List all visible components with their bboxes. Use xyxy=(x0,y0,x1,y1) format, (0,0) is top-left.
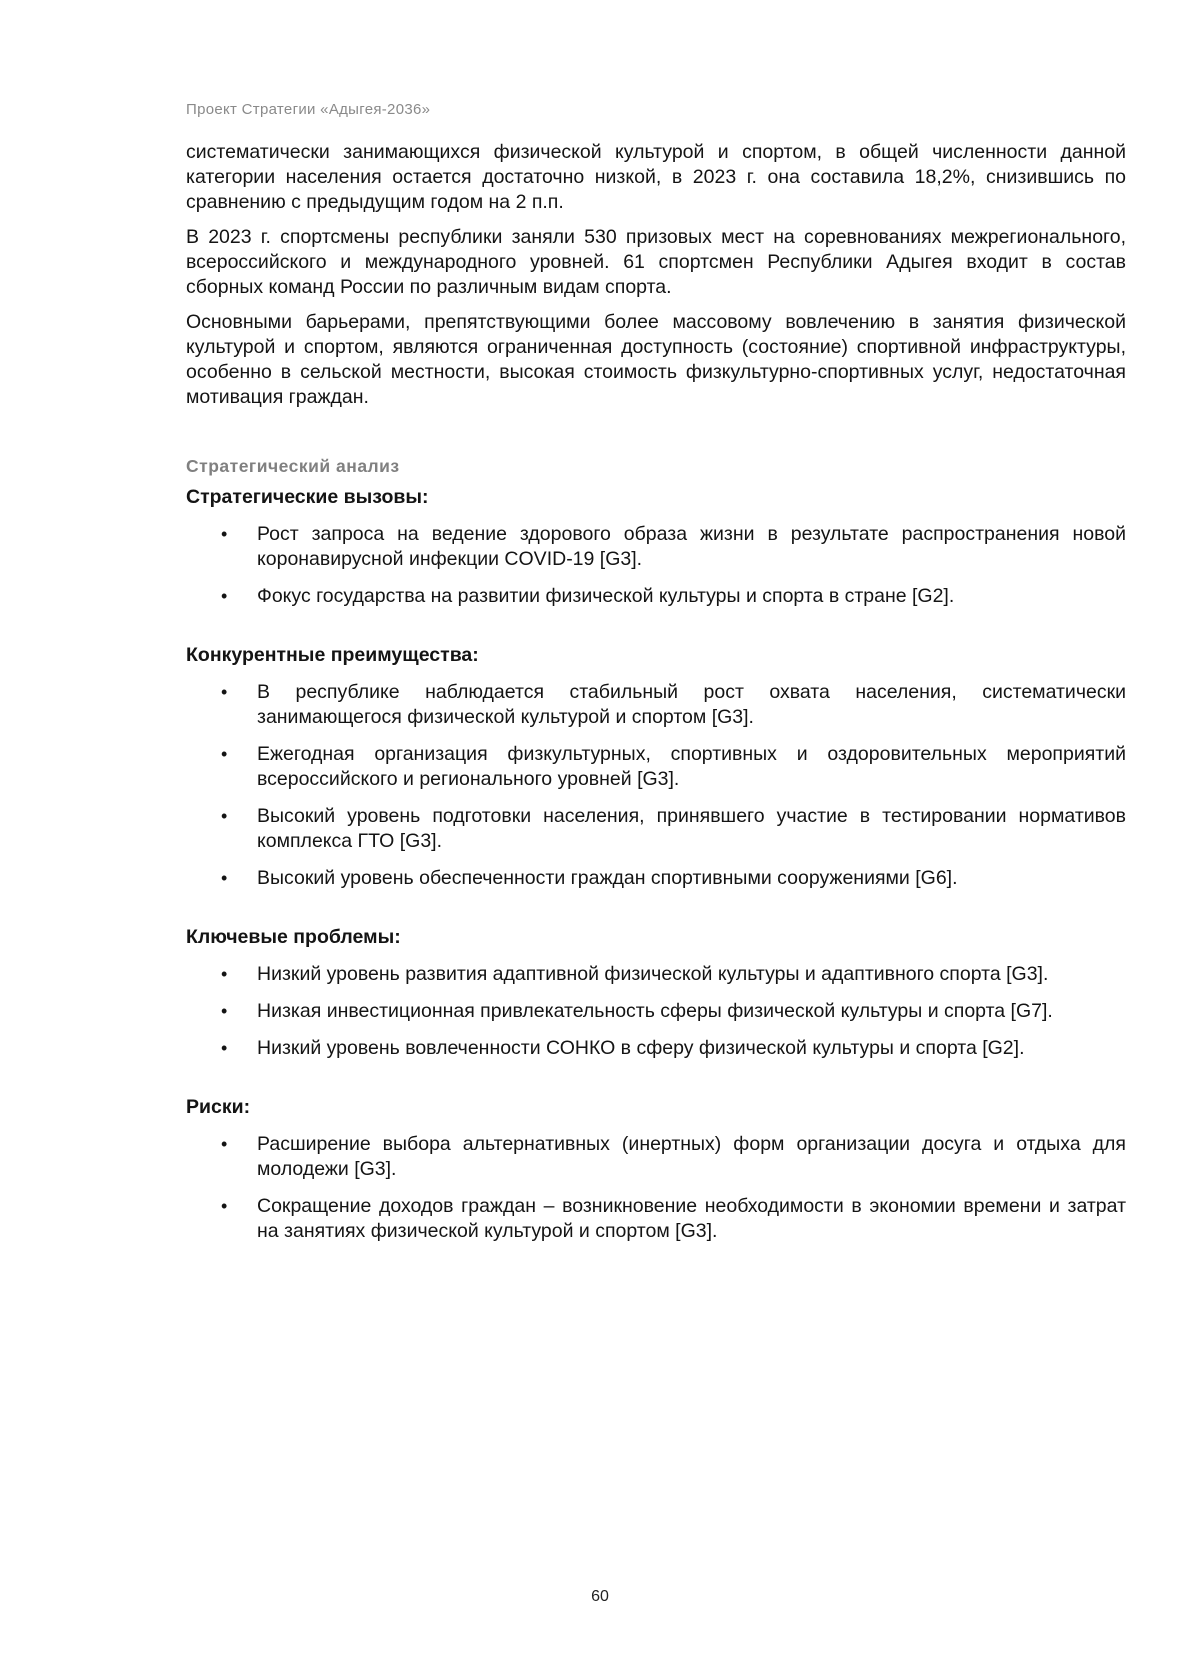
list-item xyxy=(186,962,1126,987)
list-item xyxy=(186,1036,1126,1061)
bullet-list xyxy=(186,680,1126,891)
list-item-text: Сокращение доходов граждан – возникновение необходимости в экономии времени и затрат на занятиях физической культурой и спортом [G3]. xyxy=(257,1195,1126,1242)
bullet-icon: • xyxy=(221,524,228,544)
list-item-text: В республике наблюдается стабильный рост охвата населения, систематически занимающегося физической культурой и спортом [G3]. xyxy=(257,681,1126,728)
section-heading: Ключевые проблемы: xyxy=(186,926,401,948)
list-item xyxy=(186,680,1126,730)
list-item xyxy=(186,866,1126,891)
list-item-text: Фокус государства на развитии физической культуры и спорта в стране [G2]. xyxy=(257,585,955,607)
list-item xyxy=(186,522,1126,572)
section-heading: Конкурентные преимущества: xyxy=(186,644,479,666)
section-heading: Риски: xyxy=(186,1096,251,1118)
list-item xyxy=(186,584,1126,609)
bullet-icon: • xyxy=(221,964,228,984)
list-item-text: Низкая инвестиционная привлекательность сферы физической культуры и спорта [G7]. xyxy=(257,1000,1053,1022)
bullet-icon: • xyxy=(221,682,228,702)
list-item-text: Рост запроса на ведение здорового образа жизни в результате распространения новой коронавирусной инфекции COVID-19 [G3]. xyxy=(257,523,1126,570)
paragraph: В 2023 г. спортсмены республики заняли 530 призовых мест на соревнованиях межрегионального, всероссийского и международного уровней. 61 спортсмен Республики Адыгея входит в состав сборных команд России по различным видам спорта. xyxy=(186,226,1126,298)
bullet-icon: • xyxy=(221,806,228,826)
bullet-icon: • xyxy=(221,1001,228,1021)
bullet-icon: • xyxy=(221,1196,228,1216)
section-heading: Стратегические вызовы: xyxy=(186,486,429,508)
list-item xyxy=(186,804,1126,854)
bullet-icon: • xyxy=(221,586,228,606)
bullet-list xyxy=(186,1132,1126,1244)
list-item-text: Низкий уровень развития адаптивной физической культуры и адаптивного спорта [G3]. xyxy=(257,963,1049,985)
paragraph: Основными барьерами, препятствующими более массовому вовлечению в занятия физической культурой и спортом, являются ограниченная доступность (состояние) спортивной инфраструктуры, особенно в сельской местности, высокая стоимость физкультурно-спортивных услуг, недостаточная мотивация граждан. xyxy=(186,311,1126,408)
paragraph: систематически занимающихся физической культурой и спортом, в общей численности данной категории населения остается достаточно низкой, в 2023 г. она составила 18,2%, снизившись по сравнению с предыдущим годом на 2 п.п. xyxy=(186,141,1126,213)
list-item xyxy=(186,1194,1126,1244)
bullet-list xyxy=(186,522,1126,609)
section-label: Стратегический анализ xyxy=(186,456,400,476)
running-header: Проект Стратегии «Адыгея-2036» xyxy=(186,101,431,118)
bullet-icon: • xyxy=(221,868,228,888)
list-item-text: Расширение выбора альтернативных (инертных) форм организации досуга и отдыха для молодежи [G3]. xyxy=(257,1133,1126,1180)
list-item xyxy=(186,742,1126,792)
list-item-text: Высокий уровень обеспеченности граждан спортивными сооружениями [G6]. xyxy=(257,867,958,889)
list-item xyxy=(186,1132,1126,1182)
bullet-icon: • xyxy=(221,744,228,764)
list-item xyxy=(186,999,1126,1024)
list-item-text: Высокий уровень подготовки населения, принявшего участие в тестировании нормативов комплекса ГТО [G3]. xyxy=(257,805,1126,852)
page-number: 60 xyxy=(591,1588,609,1605)
bullet-icon: • xyxy=(221,1038,228,1058)
list-item-text: Низкий уровень вовлеченности СОНКО в сферу физической культуры и спорта [G2]. xyxy=(257,1037,1025,1059)
page-content xyxy=(186,140,1126,1256)
bullet-list xyxy=(186,962,1126,1061)
list-item-text: Ежегодная организация физкультурных, спортивных и оздоровительных мероприятий всероссийского и регионального уровней [G3]. xyxy=(257,743,1126,790)
bullet-icon: • xyxy=(221,1134,228,1154)
